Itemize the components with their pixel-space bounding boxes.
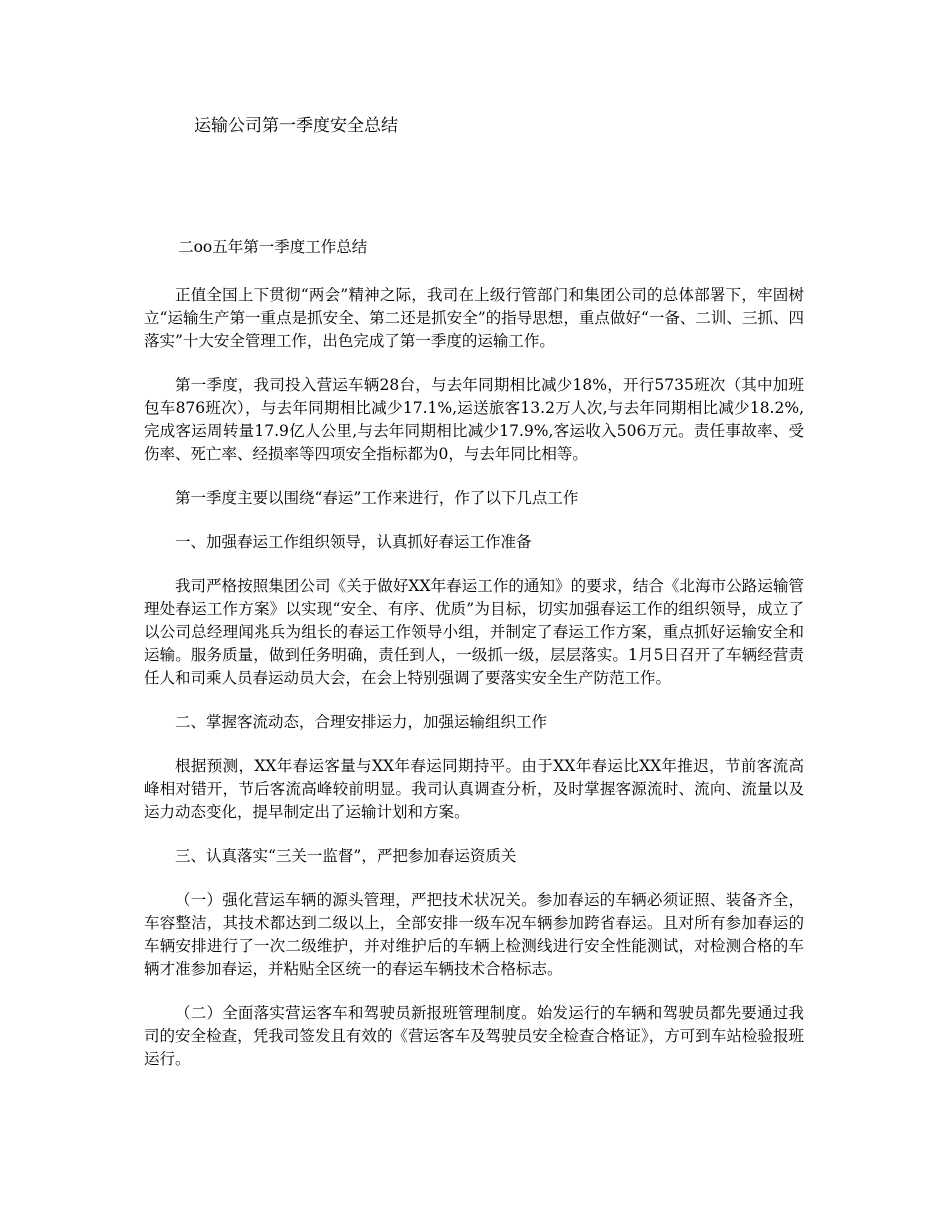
section-heading-3: 三、认真落实“三关一监督”，严把参加春运资质关 [175,847,517,865]
paragraph-subsection-2: （二）全面落实营运客车和驾驶员新报班管理制度。始发运行的车辆和驾驶员都先要通过我司的安全检查，凭我司签发且有效的《营运客车及驾驶员安全检查合格证》，方可到车站检验报班运行。 [144,1004,804,1068]
paragraph-subsection-1: （一）强化营运车辆的源头管理，严把技术状况关。参加春运的车辆必须证照、装备齐全，车容整洁，其技术都达到二级以上，全部安排一级车况车辆参加跨省春运。且对所有参加春运的车辆安排进行了一次二级维护，并对维护后的车辆上检测线进行安全性能测试，对检测合格的车辆才准参加春运，并粘贴全区统一的春运车辆技术合格标志。 [144,891,804,978]
paragraph-statistics: 第一季度，我司投入营运车辆28台，与去年同期相比减少18%，开行5735班次（其中加班包车876班次），与去年同期相比减少17.1%,运送旅客13.2万人次,与去年同期相比减少18.2%,完成客运周转量17.9亿人公里,与去年同期相比减少17.9%,客运收入506万元。责任事故率、受伤率、死亡率、经损率等四项安全指标都为0，与去年同比相等。 [144,376,804,463]
paragraph-overview: 第一季度主要以围绕“春运”工作来进行，作了以下几点工作 [175,489,579,507]
section-heading-1: 一、加强春运工作组织领导，认真抓好春运工作准备 [175,533,532,551]
document-body [144,236,804,1092]
section-heading-2: 二、掌握客流动态，合理安排运力，加强运输组织工作 [175,713,548,731]
paragraph-section-1: 我司严格按照集团公司《关于做好XX年春运工作的通知》的要求，结合《北海市公路运输管理处春运工作方案》以实现“安全、有序、优质”为目标，切实加强春运工作的组织领导，成立了以公司总经理闻兆兵为组长的春运工作领导小组，并制定了春运工作方案，重点抓好运输安全和运输。服务质量，做到任务明确，责任到人，一级抓一级，层层落实。1月5日召开了车辆经营责任人和司乘人员春运动员大会，在会上特别强调了要落实安全生产防范工作。 [144,577,804,687]
document-title: 运输公司第一季度安全总结 [194,116,398,136]
paragraph-intro: 正值全国上下贯彻“两会”精神之际，我司在上级行管部门和集团公司的总体部署下，牢固树立“运输生产第一重点是抓安全、第二还是抓安全”的指导思想，重点做好“一备、二训、三抓、四落实”十大安全管理工作，出色完成了第一季度的运输工作。 [144,286,804,350]
document-subtitle: 二oo五年第一季度工作总结 [178,238,368,256]
paragraph-section-2: 根据预测，XX年春运客量与XX年春运同期持平。由于XX年春运比XX年推迟，节前客流高峰相对错开，节后客流高峰较前明显。我司认真调查分析，及时掌握客源流时、流向、流量以及运力动态变化，提早制定出了运输计划和方案。 [144,757,804,821]
